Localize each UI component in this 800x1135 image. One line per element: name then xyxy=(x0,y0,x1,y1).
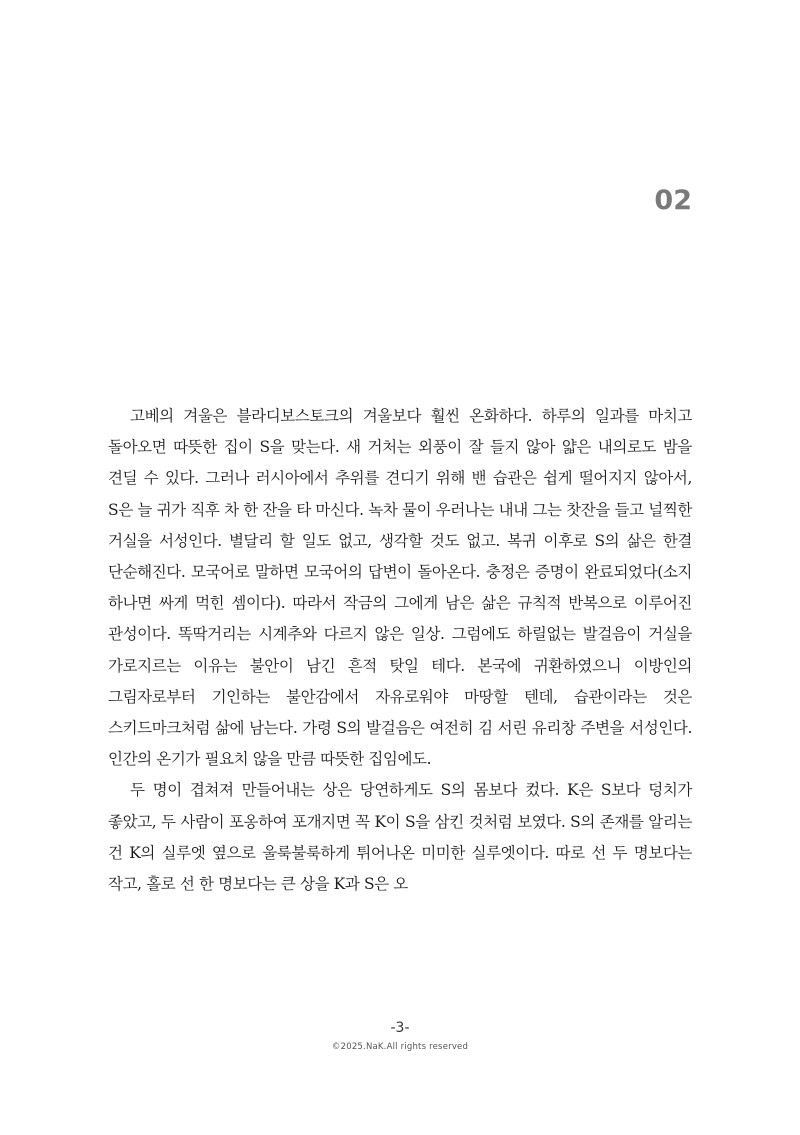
chapter-number: 02 xyxy=(654,185,692,216)
paragraph: 고베의 겨울은 블라디보스토크의 겨울보다 훨씬 온화하다. 하루의 일과를 마치고 돌아오면 따뜻한 집이 S을 맞는다. 새 거처는 외풍이 잘 들지 않아 얇은 내의로도 밤을 견딜 수 있다. 그러나 러시아에서 추위를 견디기 위해 밴 습관은 쉽게 떨어지지 않아서, S은 늘 귀가 직후 차 한 잔을 타 마신다. 녹차 물이 우러나는 내내 그는 찻잔을 들고 널찍한 거실을 서성인다. 별달리 할 일도 없고, 생각할 것도 없고. 복귀 이후로 S의 삶은 한결 단순해진다. 모국어로 말하면 모국어의 답변이 돌아온다. 충정은 증명이 완료되었다(소지 하나면 싸게 먹힌 셈이다). 따라서 작금의 그에게 남은 삶은 규칙적 반복으로 이루어진 관성이다. 똑딱거리는 시계추와 다르지 않은 일상. 그럼에도 하릴없는 발걸음이 거실을 가로지르는 이유는 불안이 남긴 흔적 탓일 테다. 본국에 귀환하였으니 이방인의 그림자로부터 기인하는 불안감에서 자유로워야 마땅할 텐데, 습관이라는 것은 스키드마크처럼 삶에 남는다. 가령 S의 발걸음은 여전히 김 서린 유리창 주변을 서성인다. 인간의 온기가 필요치 않을 만큼 따뜻한 집임에도. xyxy=(108,407,692,769)
copyright-notice: ©2025.NaK.All rights reserved xyxy=(331,1042,469,1052)
page-footer xyxy=(0,1018,800,1054)
body-text xyxy=(108,401,692,900)
page-number: -3- xyxy=(390,1020,410,1036)
paragraph: 두 명이 겹쳐져 만들어내는 상은 당연하게도 S의 몸보다 컸다. K은 S보다 덩치가 좋았고, 두 사람이 포옹하여 포개지면 꼭 K이 S을 삼킨 것처럼 보였다. S의 존재를 알리는 건 K의 실루엣 옆으로 울룩불룩하게 튀어나온 미미한 실루엣이다. 따로 선 두 명보다는 작고, 홀로 선 한 명보다는 큰 상을 K과 S은 오 xyxy=(108,781,692,894)
